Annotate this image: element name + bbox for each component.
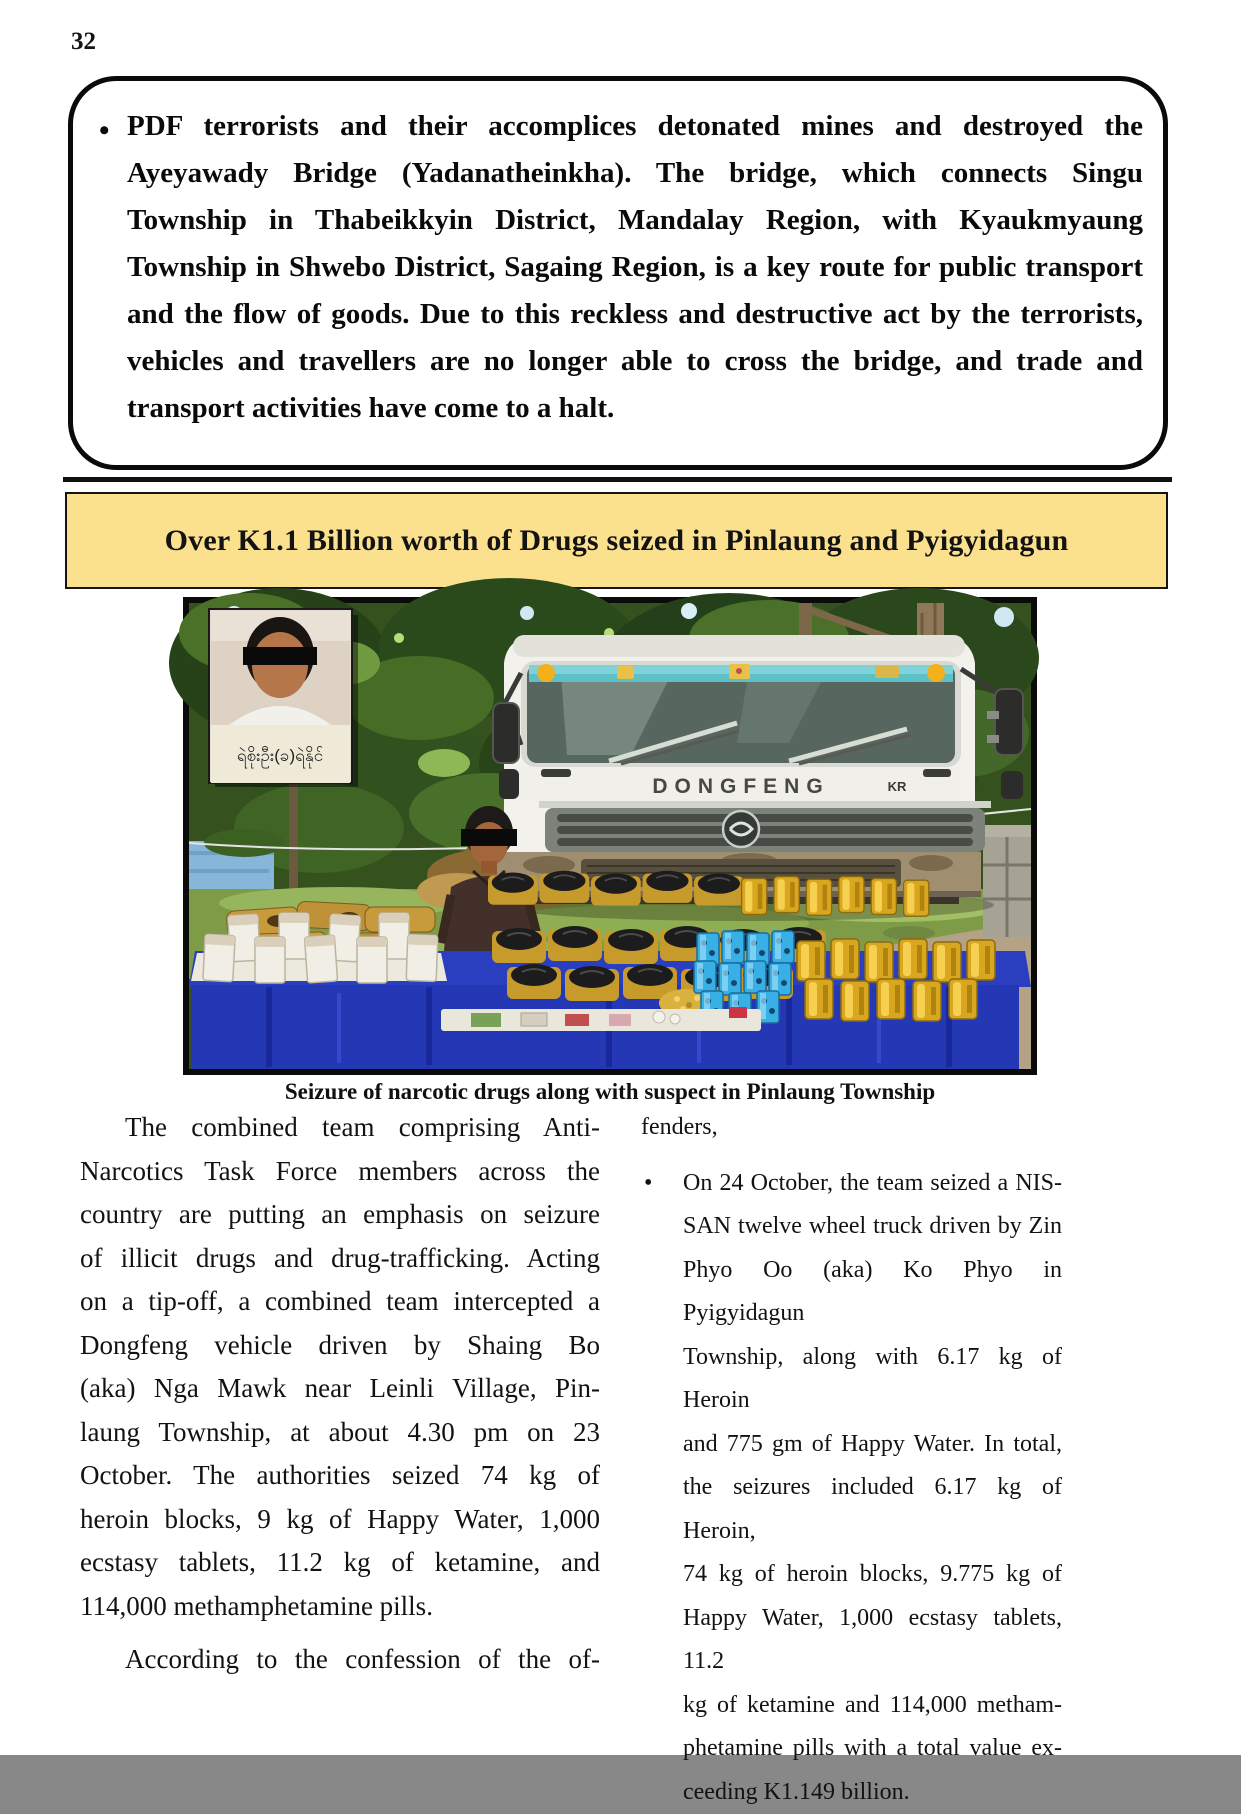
truck-badge-text: KR — [888, 779, 907, 794]
text-line: phetamine pills with a total value ex- — [683, 1727, 1062, 1771]
bullet-marker: • — [644, 1162, 652, 1206]
right-mirror — [995, 689, 1023, 755]
text-line: Phyo Oo (aka) Ko Phyo in Pyigyidagun — [683, 1249, 1062, 1336]
bullet-text — [683, 1162, 1062, 1814]
left-mirror — [493, 703, 519, 763]
text-line: heroin blocks, 9 kg of Happy Water, 1,000 — [80, 1498, 600, 1542]
text-line: on a tip-off, a combined team intercepted a — [80, 1280, 600, 1324]
text-line: Happy Water, 1,000 ecstasy tablets, 11.2 — [683, 1597, 1062, 1684]
text-line: Narcotics Task Force members across the — [80, 1150, 600, 1194]
evidence-strip — [441, 1007, 761, 1031]
separator-line — [63, 477, 1172, 482]
text-line: The combined team comprising Anti- — [80, 1106, 600, 1150]
text-line: and the flow of goods. Due to this reckless and destructive act by the terrorists, — [127, 291, 1143, 338]
text-line: Township in Shwebo District, Sagaing Region, is a key route for public transport — [127, 244, 1143, 291]
censor-bar — [461, 829, 517, 846]
truck-brand-text: DONGFENG — [652, 775, 829, 798]
text-line: On 24 October, the team seized a NIS- — [683, 1162, 1062, 1206]
bullet-item — [641, 1162, 1062, 1814]
alert-bullet: • — [73, 81, 125, 154]
text-line: vehicles and travellers are no longer able to cross the bridge, and trade and — [127, 338, 1143, 385]
text-line: and 775 gm of Happy Water. In total, — [683, 1423, 1062, 1467]
inset-mugshot — [209, 609, 358, 787]
text-line: October. The authorities seized 74 kg of — [80, 1454, 600, 1498]
windshield-sticker — [537, 664, 555, 682]
text-line: Township in Thabeikkyin District, Mandalay Region, with Kyaukmyaung — [127, 197, 1143, 244]
headline-text: Over K1.1 Billion worth of Drugs seized in Pinlaung and Pyigyidagun — [165, 524, 1069, 558]
paragraph — [80, 1638, 600, 1682]
text-line: kg of ketamine and 114,000 metham- — [683, 1684, 1062, 1728]
alert-text — [125, 81, 1163, 432]
censor-bar — [243, 647, 317, 665]
article-right-column — [641, 1106, 1062, 1814]
article-left-column — [80, 1106, 600, 1682]
text-line: fenders, — [641, 1106, 1062, 1150]
text-line: 74 kg of heroin blocks, 9.775 kg of — [683, 1553, 1062, 1597]
stone-pillar — [979, 825, 1031, 937]
alert-box — [68, 76, 1168, 470]
text-line: (aka) Nga Mawk near Leinli Village, Pin- — [80, 1367, 600, 1411]
truck — [493, 635, 1023, 904]
text-line: According to the confession of the of- — [80, 1638, 600, 1682]
text-line: transport activities have come to a halt. — [127, 385, 1143, 432]
text-line: SAN twelve wheel truck driven by Zin — [683, 1205, 1062, 1249]
paragraph — [641, 1106, 1062, 1150]
text-line: Township, along with 6.17 kg of Heroin — [683, 1336, 1062, 1423]
headline-banner — [65, 492, 1168, 589]
text-line: country are putting an emphasis on seizure — [80, 1193, 600, 1237]
text-line: ceeding K1.149 billion. — [683, 1771, 1062, 1814]
text-line: PDF terrorists and their accomplices detonated mines and destroyed the — [127, 103, 1143, 150]
text-line: 114,000 methamphetamine pills. — [80, 1585, 600, 1629]
text-line: ecstasy tablets, 11.2 kg of ketamine, and — [80, 1541, 600, 1585]
paragraph — [80, 1106, 600, 1628]
text-line: Dongfeng vehicle driven by Shaing Bo — [80, 1324, 600, 1368]
text-line: the seizures included 6.17 kg of Heroin, — [683, 1466, 1062, 1553]
seizure-photo-illustration — [189, 603, 1031, 1069]
photo-caption: Seizure of narcotic drugs along with suspect in Pinlaung Township — [183, 1079, 1037, 1105]
text-line: of illicit drugs and drug-trafficking. Acting — [80, 1237, 600, 1281]
text-line: laung Township, at about 4.30 pm on 23 — [80, 1411, 600, 1455]
inset-label-text: ရဲစိုးဦး(ခ)ရဲနိုင် — [237, 746, 323, 769]
seizure-photo — [183, 597, 1037, 1075]
text-line: Ayeyawady Bridge (Yadanatheinkha). The bridge, which connects Singu — [127, 150, 1143, 197]
page-number: 32 — [71, 28, 96, 56]
